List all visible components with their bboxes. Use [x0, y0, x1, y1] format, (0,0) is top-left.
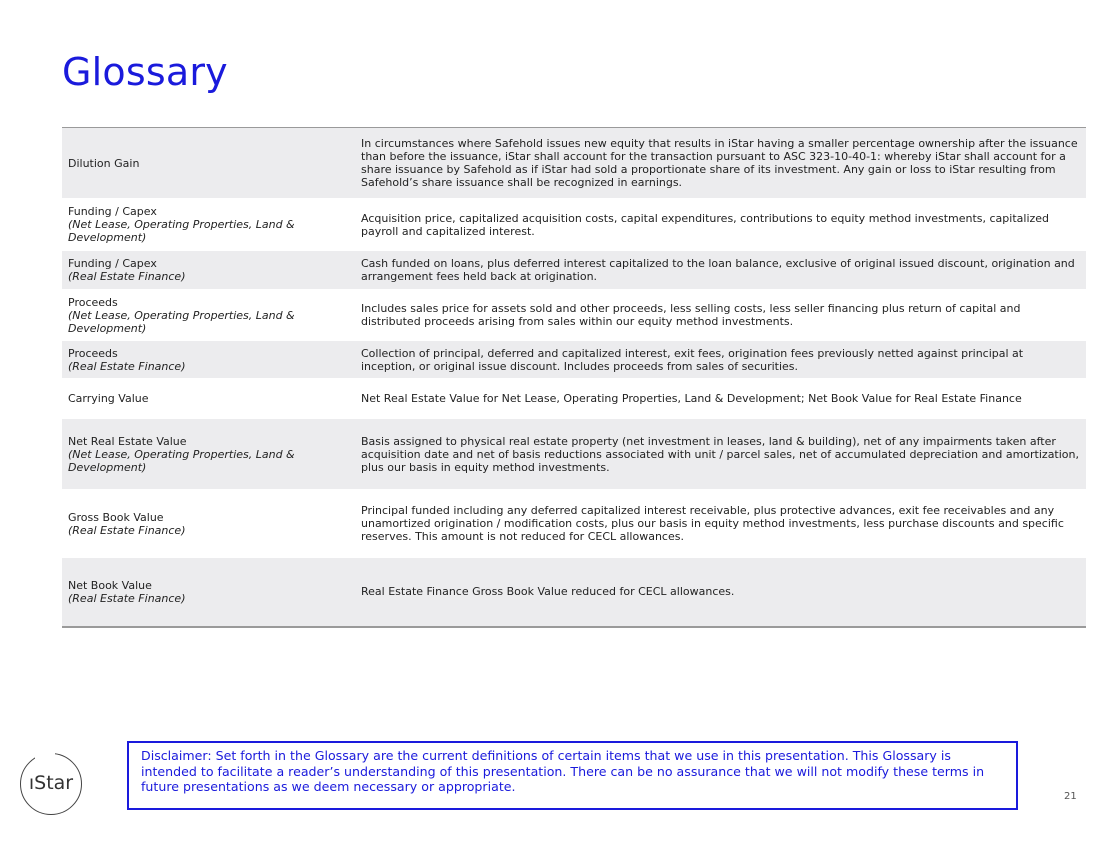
term-cell [62, 251, 355, 290]
definition-cell: Includes sales price for assets sold and other proceeds, less selling costs, less seller financing plus return of capital and distributed proceeds arising from sales within our equity method investments. [355, 290, 1086, 341]
term-cell [62, 558, 355, 627]
term-cell [62, 290, 355, 341]
table-row [62, 558, 1086, 627]
table-row [62, 490, 1086, 558]
definition-cell: Cash funded on loans, plus deferred interest capitalized to the loan balance, exclusive of original issued discount, origination and arrangement fees held back at origination. [355, 251, 1086, 290]
term-name: Net Book Value [68, 578, 152, 592]
definition-cell: Principal funded including any deferred capitalized interest receivable, plus protective advances, exit fee receivables and any unamortized origination / modification costs, plus our basis in equity method investments, less purchase discounts and specific reserves. This amount is not reduced for CECL allowances. [355, 490, 1086, 558]
istar-logo [20, 753, 82, 815]
table-row [62, 419, 1086, 490]
term-cell [62, 490, 355, 558]
disclaimer-box: Disclaimer: Set forth in the Glossary are the current definitions of certain items that we use in this presentation. This Glossary is intended to facilitate a reader’s understanding of this presentation. There can be no assurance that we will not modify these terms in future presentations as we deem necessary or appropriate. [127, 741, 1018, 810]
term-qualifier: (Net Lease, Operating Properties, Land & Development) [68, 218, 295, 244]
term-name: Proceeds [68, 295, 118, 309]
logo-text: ıStar [28, 772, 74, 794]
table-row [62, 379, 1086, 419]
definition-cell: Acquisition price, capitalized acquisition costs, capital expenditures, contributions to equity method investments, capitalized payroll and capitalized interest. [355, 199, 1086, 251]
term-qualifier: (Real Estate Finance) [68, 270, 186, 283]
term-cell [62, 341, 355, 379]
table-row [62, 341, 1086, 379]
term-qualifier: (Real Estate Finance) [68, 359, 186, 373]
term-name: Dilution Gain [68, 156, 140, 170]
term-qualifier: (Real Estate Finance) [68, 523, 186, 537]
term-qualifier: (Real Estate Finance) [68, 591, 186, 605]
table-row [62, 199, 1086, 251]
definition-cell: Basis assigned to physical real estate property (net investment in leases, land & building), net of any impairments taken after acquisition date and net of basis reductions associated with unit / parcel sales, net of accumulated depreciation and amortization, plus our basis in equity method investments. [355, 419, 1086, 490]
definition-cell: Collection of principal, deferred and capitalized interest, exit fees, origination fees previously netted against principal at inception, or original issue discount. Includes proceeds from sales of securities. [355, 341, 1086, 379]
definition-cell: In circumstances where Safehold issues new equity that results in iStar having a smaller percentage ownership after the issuance than before the issuance, iStar shall account for the transaction pursuant to ASC 323-10-40-1: whereby iStar shall account for a share issuance by Safehold as if iStar had sold a proportionate share of its investment. Any gain or loss to iStar resulting from Safehold’s share issuance shall be recognized in earnings. [355, 128, 1086, 199]
page-title: Glossary [62, 50, 228, 94]
term-name: Carrying Value [68, 392, 149, 405]
term-cell [62, 128, 355, 199]
term-name: Funding / Capex [68, 205, 157, 218]
term-name: Net Real Estate Value [68, 434, 187, 448]
term-name: Gross Book Value [68, 510, 164, 524]
table-row [62, 290, 1086, 341]
term-cell [62, 419, 355, 490]
definition-cell: Net Real Estate Value for Net Lease, Operating Properties, Land & Development; Net Book Value for Real Estate Finance [355, 379, 1086, 419]
term-name: Funding / Capex [68, 257, 157, 270]
term-qualifier: (Net Lease, Operating Properties, Land & Development) [68, 447, 295, 474]
term-cell [62, 199, 355, 251]
glossary-table [62, 127, 1086, 628]
table-row [62, 251, 1086, 290]
term-qualifier: (Net Lease, Operating Properties, Land & Development) [68, 308, 295, 335]
term-cell [62, 379, 355, 419]
definition-cell: Real Estate Finance Gross Book Value reduced for CECL allowances. [355, 558, 1086, 627]
page-number: 21 [1064, 791, 1077, 802]
table-row [62, 128, 1086, 199]
term-name: Proceeds [68, 346, 118, 360]
